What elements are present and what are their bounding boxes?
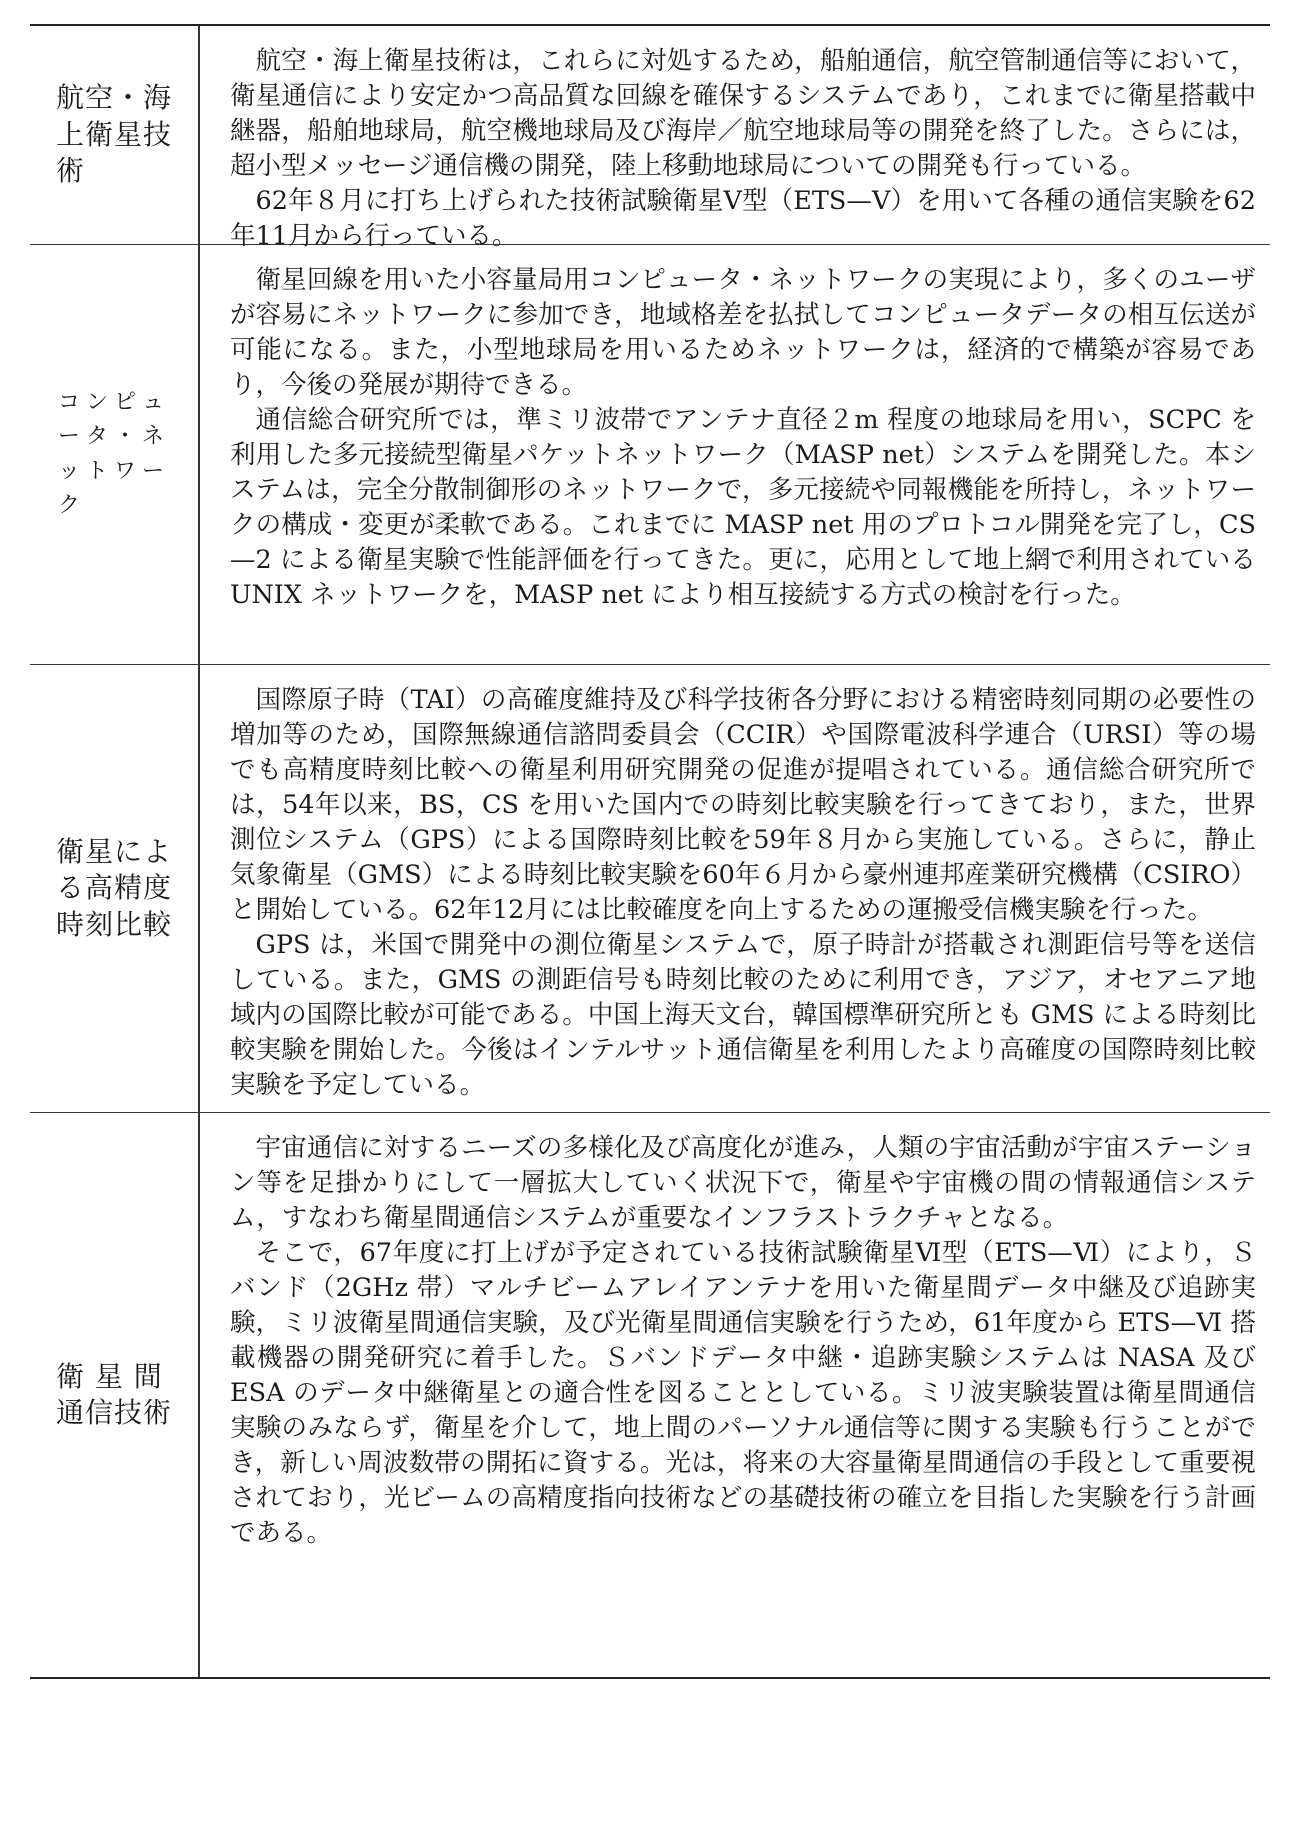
row-label: 衛星によ る高精度 時刻比較 — [55, 834, 172, 941]
table-row-aviation-maritime — [30, 26, 1270, 251]
paragraph: そこで，67年度に打上げが予定されている技術試験衛星Ⅵ型（ETS—Ⅵ）により，Ｓバンド（2GHz 帯）マルチビームアレイアンテナを用いた衛星間データ中継及び追跡実験，ミリ波衛星間通信実験，及び光衛星間通信実験を行うため，61年度から ETS—Ⅵ 搭載機器の開発研究に着手した。Ｓバンドデータ中継・追跡実験システムは NASA 及び ESA のデータ中継衛星との適合性を図ることとしている。ミリ波実験装置は衛星間通信実験のみならず，衛星を介して，地上間のパーソナル通信等に関する実験も行うことができ，新しい周波数帯の開拓に資する。光は，将来の大容量衛星間通信の手段として重要視されており，光ビームの高精度指向技術などの基礎技術の確立を目指した実験を行う計画である。 — [230, 1238, 1256, 1548]
row-label: コンピュ ータ・ネ ットワー ク — [57, 390, 170, 518]
row-label-cell — [30, 26, 200, 244]
table-row-computer-network — [30, 244, 1270, 664]
table-row-intersatellite — [30, 1112, 1270, 1677]
row-body-cell — [200, 1113, 1270, 1677]
paragraph: GPS は，米国で開発中の測位衛星システムで，原子時計が搭載され測距信号等を送信している。また，GMS の測距信号も時刻比較のために利用でき，アジア，オセアニア地域内の国際比較が可能である。中国上海天文台，韓国標準研究所とも GMS による時刻比較実験を開始した。今後はインテルサット通信衛星を利用したより高確度の国際時刻比較実験を予定している。 — [230, 930, 1256, 1100]
paragraph: 国際原子時（TAI）の高確度維持及び科学技術各分野における精密時刻同期の必要性の増加等のため，国際無線通信諮問委員会（CCIR）や国際電波科学連合（URSI）等の場でも高精度時刻比較への衛星利用研究開発の促進が提唱されている。通信総合研究所では，54年以来，BS，CS を用いた国内での時刻比較実験を行ってきており，また，世界測位システム（GPS）による国際時刻比較を59年８月から実施している。さらに，静止気象衛星（GMS）による時刻比較実験を60年６月から豪州連邦産業研究機構（CSIRO）と開始している。62年12月には比較確度を向上するための運搬受信機実験を行った。 — [230, 685, 1256, 925]
row-label-cell — [30, 1113, 200, 1677]
paragraph: 航空・海上衛星技術は，これらに対処するため，船舶通信，航空管制通信等において，衛星通信により安定かつ高品質な回線を確保するシステムであり，これまでに衛星搭載中継器，船舶地球局，航空機地球局及び海岸／航空地球局等の開発を終了した。さらには，超小型メッセージ通信機の開発，陸上移動地球局についての開発も行っている。 — [230, 46, 1256, 181]
paragraph: 衛星回線を用いた小容量局用コンピュータ・ネットワークの実現により，多くのユーザが容易にネットワークに参加でき，地域格差を払拭してコンピュータデータの相互伝送が可能になる。また，小型地球局を用いるためネットワークは，経済的で構築が容易であり，今後の発展が期待できる。 — [230, 265, 1256, 400]
row-label-cell — [30, 245, 200, 664]
row-label-cell — [30, 665, 200, 1112]
paragraph: 62年８月に打ち上げられた技術試験衛星Ⅴ型（ETS—Ⅴ）を用いて各種の通信実験を62年11月から行っている。 — [230, 186, 1256, 251]
paragraph: 宇宙通信に対するニーズの多様化及び高度化が進み，人類の宇宙活動が宇宙ステーション等を足掛かりにして一層拡大していく状況下で，衛星や宇宙機の間の情報通信システム，すなわち衛星間通信システムが重要なインフラストラクチャとなる。 — [230, 1133, 1256, 1233]
row-body-cell — [200, 665, 1270, 1112]
row-label: 航空・海 上衛星技 術 — [55, 81, 172, 188]
paragraph: 通信総合研究所では，準ミリ波帯でアンテナ直径２m 程度の地球局を用い，SCPC を利用した多元接続型衛星パケットネットワーク（MASP net）システムを開発した。本システムは，完全分散制御形のネットワークで，多元接続や同報機能を所持し，ネットワークの構成・変更が柔軟である。これまでに MASP net 用のプロトコル開発を完了し，CS—2 による衛星実験で性能評価を行ってきた。更に，応用として地上網で利用されている UNIX ネットワークを，MASP net により相互接続する方式の検討を行った。 — [230, 405, 1256, 610]
row-label: 衛 星 間 通信技術 — [55, 1359, 172, 1429]
table-row-time-comparison — [30, 664, 1270, 1112]
row-body-cell — [200, 245, 1270, 664]
row-body-cell — [200, 26, 1270, 251]
document-table — [30, 24, 1270, 1679]
